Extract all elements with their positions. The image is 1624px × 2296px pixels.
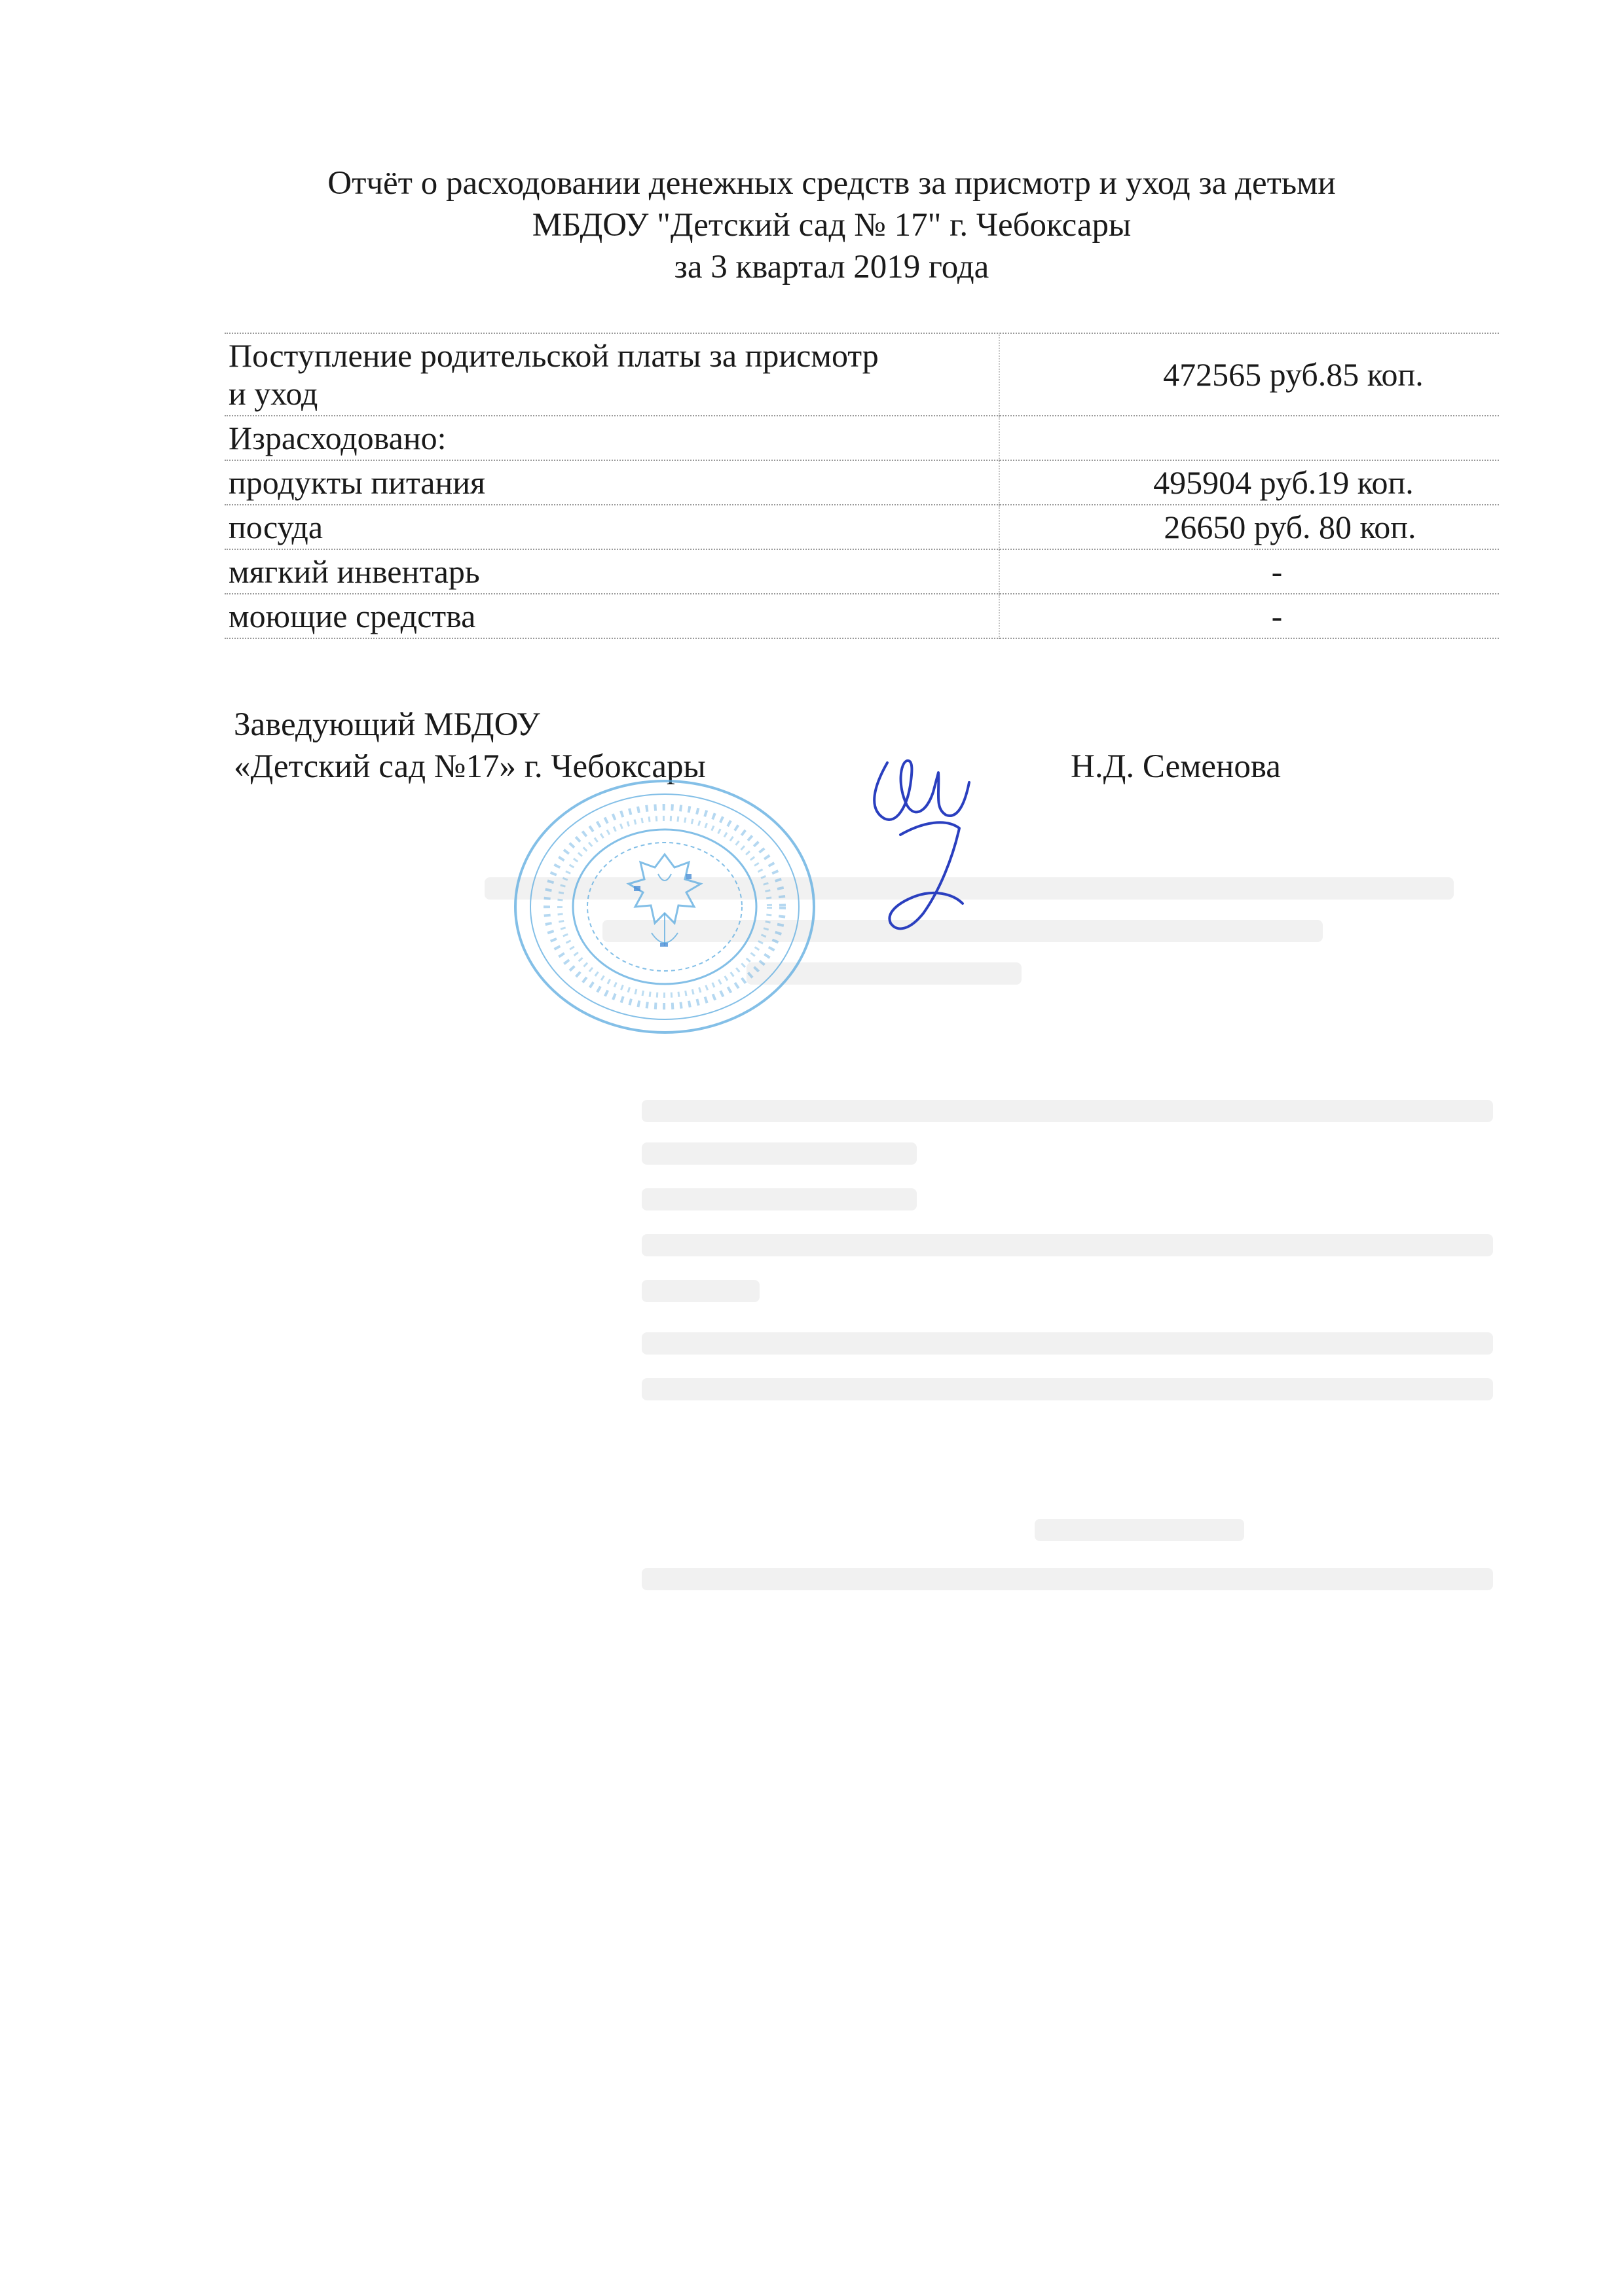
row-label bbox=[225, 333, 999, 416]
row-value: - bbox=[999, 549, 1499, 594]
row-label: продукты питания bbox=[225, 460, 999, 505]
row-label: Израсходовано: bbox=[225, 416, 999, 460]
signatory-name: Н.Д. Семенова bbox=[1071, 748, 1281, 785]
table-row bbox=[225, 549, 1499, 594]
title-line-1: Отчёт о расходовании денежных средств за присмотр и уход за детьми bbox=[327, 165, 1336, 202]
table-row bbox=[225, 505, 1499, 549]
row-label-line-2: и уход bbox=[229, 375, 318, 412]
row-value: - bbox=[999, 594, 1499, 638]
row-value: 472565 руб.85 коп. bbox=[999, 333, 1499, 416]
row-label: посуда bbox=[225, 505, 999, 549]
table-row bbox=[225, 416, 1499, 460]
report-title bbox=[196, 162, 1467, 288]
official-stamp-icon bbox=[511, 776, 819, 1038]
title-line-3: за 3 квартал 2019 года bbox=[674, 249, 989, 285]
row-label-line-1: Поступление родительской платы за присмотр bbox=[229, 337, 879, 374]
expenditure-table bbox=[225, 333, 1499, 639]
table-row bbox=[225, 333, 1499, 416]
signatory-position bbox=[234, 704, 706, 788]
row-label: моющие средства bbox=[225, 594, 999, 638]
position-line-2: «Детский сад №17» г. Чебоксары bbox=[234, 748, 706, 785]
row-value bbox=[999, 416, 1499, 460]
row-value: 495904 руб.19 коп. bbox=[999, 460, 1499, 505]
row-label: мягкий инвентарь bbox=[225, 549, 999, 594]
position-line-1: Заведующий МБДОУ bbox=[234, 706, 540, 743]
handwritten-signature-icon bbox=[861, 746, 986, 943]
row-value: 26650 руб. 80 коп. bbox=[999, 505, 1499, 549]
table-row bbox=[225, 594, 1499, 638]
table-row bbox=[225, 460, 1499, 505]
title-line-2: МБДОУ "Детский сад № 17" г. Чебоксары bbox=[532, 207, 1132, 244]
